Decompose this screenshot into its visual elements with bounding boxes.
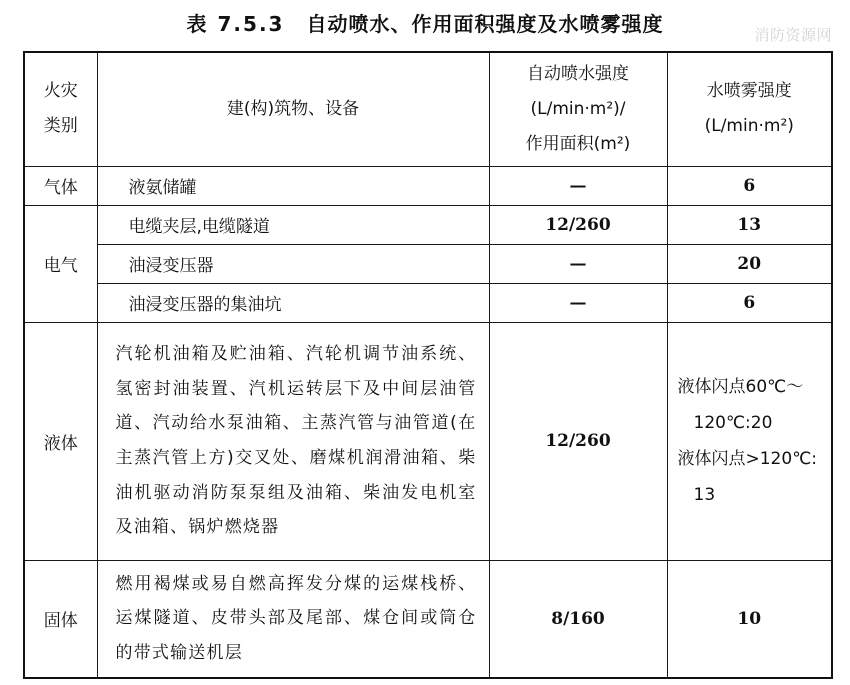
sprinkler-cell: — — [489, 244, 667, 283]
spray-cell: 6 — [667, 166, 832, 205]
table-title-text: 自动喷水、作用面积强度及水喷雾强度 — [306, 12, 664, 36]
table-row — [24, 166, 832, 205]
table-number: 表 7.5.3 — [186, 12, 285, 36]
sprinkler-cell: 12/260 — [489, 205, 667, 244]
item-cell: 汽轮机油箱及贮油箱、汽轮机调节油系统、氢密封油装置、汽机运转层下及中间层油管道、汽动给水泵油箱、主蒸汽管与油管道(在主蒸汽管上方)交叉处、磨煤机润滑油箱、柴油机驱动消防泵泵组及油箱、柴油发电机室及油箱、锅炉燃烧器 — [97, 322, 489, 560]
category-cell: 液体 — [24, 322, 97, 560]
watermark: 消防资源网 — [754, 26, 832, 44]
item-cell: 电缆夹层,电缆隧道 — [97, 205, 489, 244]
category-cell: 电气 — [24, 205, 97, 322]
sprinkler-cell: 8/160 — [489, 560, 667, 678]
category-cell: 气体 — [24, 166, 97, 205]
header-sprinkler-intensity: 自动喷水强度 (L/min·m²)/ 作用面积(m²) — [489, 52, 667, 166]
table-title — [0, 2, 850, 46]
spray-cell: 20 — [667, 244, 832, 283]
item-cell: 油浸变压器 — [97, 244, 489, 283]
table-row — [24, 322, 832, 560]
table-row — [24, 283, 832, 322]
sprinkler-cell: 12/260 — [489, 322, 667, 560]
spray-cell: 13 — [667, 205, 832, 244]
sprinkler-cell: — — [489, 166, 667, 205]
header-fire-category: 火灾 类别 — [24, 52, 97, 166]
header-water-spray-intensity: 水喷雾强度 (L/min·m²) — [667, 52, 832, 166]
category-cell: 固体 — [24, 560, 97, 678]
table-row — [24, 205, 832, 244]
header-building-equipment: 建(构)筑物、设备 — [97, 52, 489, 166]
spray-cell: 10 — [667, 560, 832, 678]
sprinkler-cell: — — [489, 283, 667, 322]
item-cell: 油浸变压器的集油坑 — [97, 283, 489, 322]
item-cell: 燃用褐煤或易自燃高挥发分煤的运煤栈桥、运煤隧道、皮带头部及尾部、煤仓间或筒仓的带式输送机层 — [97, 560, 489, 678]
spray-cell: 6 — [667, 283, 832, 322]
header-row — [24, 52, 832, 166]
table-row — [24, 244, 832, 283]
table-row — [24, 560, 832, 678]
item-cell: 液氨储罐 — [97, 166, 489, 205]
intensity-table — [23, 51, 833, 679]
spray-cell: 液体闪点60℃～ 120℃:20 液体闪点>120℃: 13 — [667, 322, 832, 560]
